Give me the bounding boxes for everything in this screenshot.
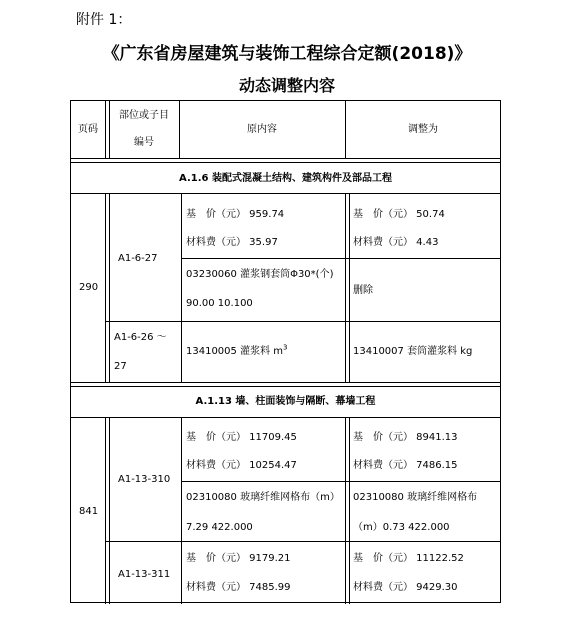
adjusted-base-price: 基 价（元） 8941.13 (353, 432, 458, 443)
header-page: 页码 (78, 124, 98, 135)
original-base-price: 基 价（元） 9179.21 (186, 553, 291, 564)
original-item-qty: 7.29 422.000 (186, 522, 253, 533)
document-title: 《广东省房屋建筑与装饰工程综合定额(2018)》 (102, 44, 472, 64)
header-bottom-rule (71, 158, 500, 163)
header-code-line2: 编号 (134, 137, 154, 148)
col-rule (345, 194, 350, 382)
col-rule (181, 418, 182, 604)
col-rule (345, 418, 350, 604)
item-code-line2: 27 (114, 361, 127, 372)
section1-heading-rule (71, 193, 500, 194)
original-material-cost: 材料费（元） 35.97 (186, 237, 278, 248)
section-heading: A.1.13 墙、柱面装饰与隔断、幕墙工程 (195, 396, 376, 407)
adjusted-item: 13410007 套筒灌浆料 kg (353, 346, 473, 357)
item-code: A1-13-310 (118, 474, 171, 485)
original-material-cost: 材料费（元） 10254.47 (186, 460, 297, 471)
col-rule (105, 418, 110, 604)
original-item: 03230060 灌浆钢套筒Φ30*(个) (186, 269, 334, 280)
original-item: 13410005 灌浆料 $m^3$ (186, 343, 288, 357)
section-heading: A.1.6 装配式混凝土结构、建筑构件及部品工程 (179, 173, 392, 184)
header-code: 部位或子目 (119, 110, 169, 121)
original-base-price: 基 价（元） 959.74 (186, 209, 285, 220)
page-number: 841 (79, 506, 99, 517)
col-rule (179, 101, 180, 159)
row-rule (105, 541, 500, 542)
adjusted-material-cost: 材料费（元） 9429.30 (353, 582, 458, 593)
header-original: 原内容 (247, 124, 277, 135)
adjusted-item: 删除 (353, 285, 373, 296)
attachment-label: 附件 1： (76, 12, 132, 28)
original-material-cost: 材料费（元） 7485.99 (186, 582, 291, 593)
row-rule (105, 321, 500, 322)
page-number: 290 (79, 282, 99, 293)
col-rule (105, 194, 110, 382)
adjusted-material-cost: 材料费（元） 4.43 (353, 237, 439, 248)
adjusted-item-qty: （m）0.73 422.000 (353, 522, 450, 533)
adjustment-table (70, 100, 501, 603)
col-rule (345, 101, 346, 159)
document-subtitle: 动态调整内容 (238, 76, 335, 95)
adjusted-base-price: 基 价（元） 11122.52 (353, 553, 464, 564)
item-code: A1-13-311 (118, 569, 171, 580)
original-base-price: 基 价（元） 11709.45 (186, 432, 297, 443)
section2-top-rule (71, 382, 500, 387)
item-code: A1-6-26 ～ (114, 332, 167, 343)
section2-heading-rule (71, 417, 500, 418)
adjusted-material-cost: 材料费（元） 7486.15 (353, 460, 458, 471)
header-adjusted: 调整为 (408, 124, 438, 135)
col-rule (105, 101, 110, 159)
original-item: 02310080 玻璃纤维网格布（m） (186, 492, 340, 503)
col-rule (181, 194, 182, 382)
adjusted-item: 02310080 玻璃纤维网格布 (353, 492, 478, 503)
row-rule (181, 481, 500, 482)
adjusted-base-price: 基 价（元） 50.74 (353, 209, 445, 220)
row-rule (181, 258, 500, 259)
original-item-qty: 90.00 10.100 (186, 298, 253, 309)
item-code: A1-6-27 (118, 253, 158, 264)
